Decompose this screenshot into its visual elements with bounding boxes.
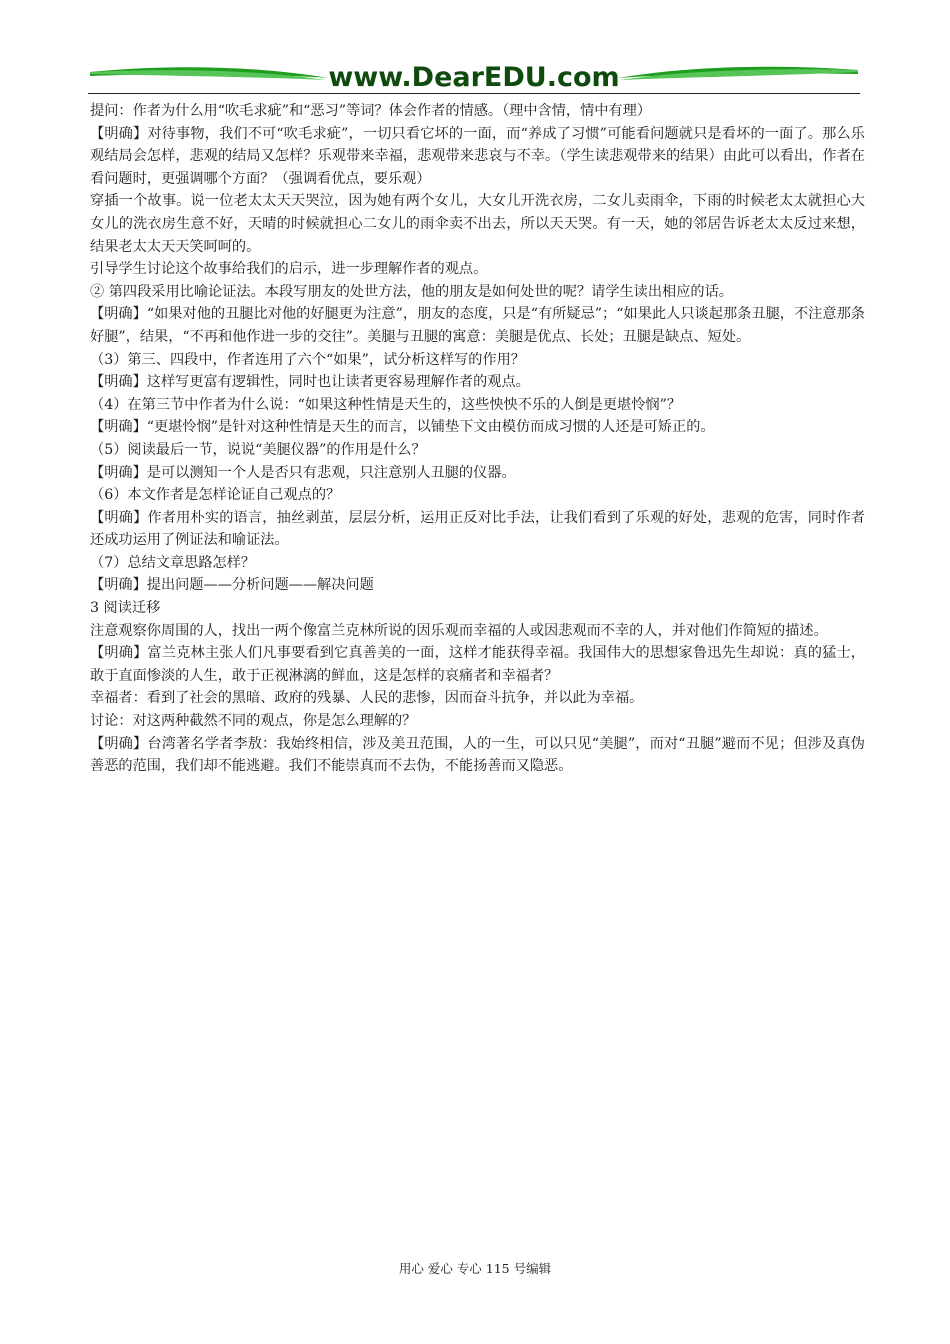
- paragraph: （6）本文作者是怎样论证自己观点的？: [90, 487, 341, 504]
- document-body: [90, 100, 865, 778]
- paragraph: 【明确】对待事物，我们不可“吹毛求疵”，一切只看它坏的一面，而“养成了习惯”可能看问题就只是看坏的一面了。那么乐观结局会怎样，悲观的结局又怎样？乐观带来幸福，悲观带来悲哀与不幸。（学生读悲观带来的结果）由此可以看出，作者在看问题时，更强调哪个方面？（强调看优点，要乐观）: [90, 125, 865, 187]
- page-footer: 用心 爱心 专心 115 号编辑: [398, 1261, 552, 1276]
- paragraph: （4）在第三节中作者为什么说：“如果这种性情是天生的，这些怏怏不乐的人倒是更堪怜悯”？: [90, 396, 682, 413]
- paragraph: 注意观察你周围的人，找出一两个像富兰克林所说的因乐观而幸福的人或因悲观而不幸的人，并对他们作简短的描述。: [90, 622, 828, 639]
- paragraph: 幸福者：看到了社会的黑暗、政府的残暴、人民的悲惨，因而奋斗抗争，并以此为幸福。: [90, 690, 644, 707]
- paragraph: 提问：作者为什么用“吹毛求疵”和“恶习”等词？体会作者的情感。（理中含情，情中有理）: [90, 103, 652, 119]
- paragraph: （3）第三、四段中，作者连用了六个“如果”，试分析这样写的作用？: [90, 351, 525, 368]
- paragraph: 讨论：对这两种截然不同的观点，你是怎么理解的？: [90, 713, 417, 730]
- paragraph: 引导学生讨论这个故事给我们的启示，进一步理解作者的观点。: [90, 261, 488, 278]
- paragraph: （5）阅读最后一节，说说“美腿仪器”的作用是什么？: [90, 441, 426, 458]
- paragraph: 【明确】这样写更富有逻辑性，同时也让读者更容易理解作者的观点。: [90, 374, 530, 391]
- paragraph: ② 第四段采用比喻论证法。本段写朋友的处世方法，他的朋友是如何处世的呢？请学生读出相应的话。: [90, 283, 733, 300]
- paragraph: 【明确】是可以测知一个人是否只有悲观，只注意别人丑腿的仪器。: [90, 464, 516, 481]
- paragraph: 【明确】作者用朴实的语言，抽丝剥茧，层层分析，运用正反对比手法，让我们看到了乐观的好处，悲观的危害，同时作者还成功运用了例证法和喻证法。: [90, 509, 865, 549]
- paragraph: 【明确】“更堪怜悯”是针对这种性情是天生的而言，以铺垫下文由模仿而成习惯的人还是可矫正的。: [90, 419, 715, 436]
- site-header-banner: [88, 58, 860, 98]
- paragraph: 【明确】“如果对他的丑腿比对他的好腿更为注意”，朋友的态度，只是“有所疑忌”；“如果此人只谈起那条丑腿，不注意那条好腿”，结果，“不再和他作进一步的交往”。美腿与丑腿的寓意：美腿是优点、长处；丑腿是缺点、短处。: [90, 306, 865, 345]
- site-logo-text: www.DearEDU.com: [328, 62, 620, 93]
- paragraph: 【明确】台湾著名学者李敖：我始终相信，涉及美丑范围，人的一生，可以只见“美腿”，而对“丑腿”避而不见；但涉及真伪善恶的范围，我们却不能逃避。我们不能崇真而不去伪，不能扬善而又隐恶。: [90, 735, 865, 775]
- paragraph: 【明确】富兰克林主张人们凡事要看到它真善美的一面，这样才能获得幸福。我国伟大的思想家鲁迅先生却说：真的猛士，敢于直面惨淡的人生，敢于正视淋漓的鲜血，这是怎样的哀痛者和幸福者？: [90, 645, 865, 684]
- paragraph: （7）总结文章思路怎样？: [90, 554, 256, 571]
- header-divider: [88, 93, 860, 94]
- section-heading: 3 阅读迁移: [90, 600, 161, 617]
- paragraph: 【明确】提出问题——分析问题——解决问题: [90, 577, 374, 594]
- paragraph: 穿插一个故事。说一位老太太天天哭泣，因为她有两个女儿，大女儿开洗衣房，二女儿卖雨伞，下雨的时候老太太就担心大女儿的洗衣房生意不好，天晴的时候就担心二女儿的雨伞卖不出去，所以天天哭。有一天，她的邻居告诉老太太反过来想，结果老太太天天笑呵呵的。: [90, 193, 865, 255]
